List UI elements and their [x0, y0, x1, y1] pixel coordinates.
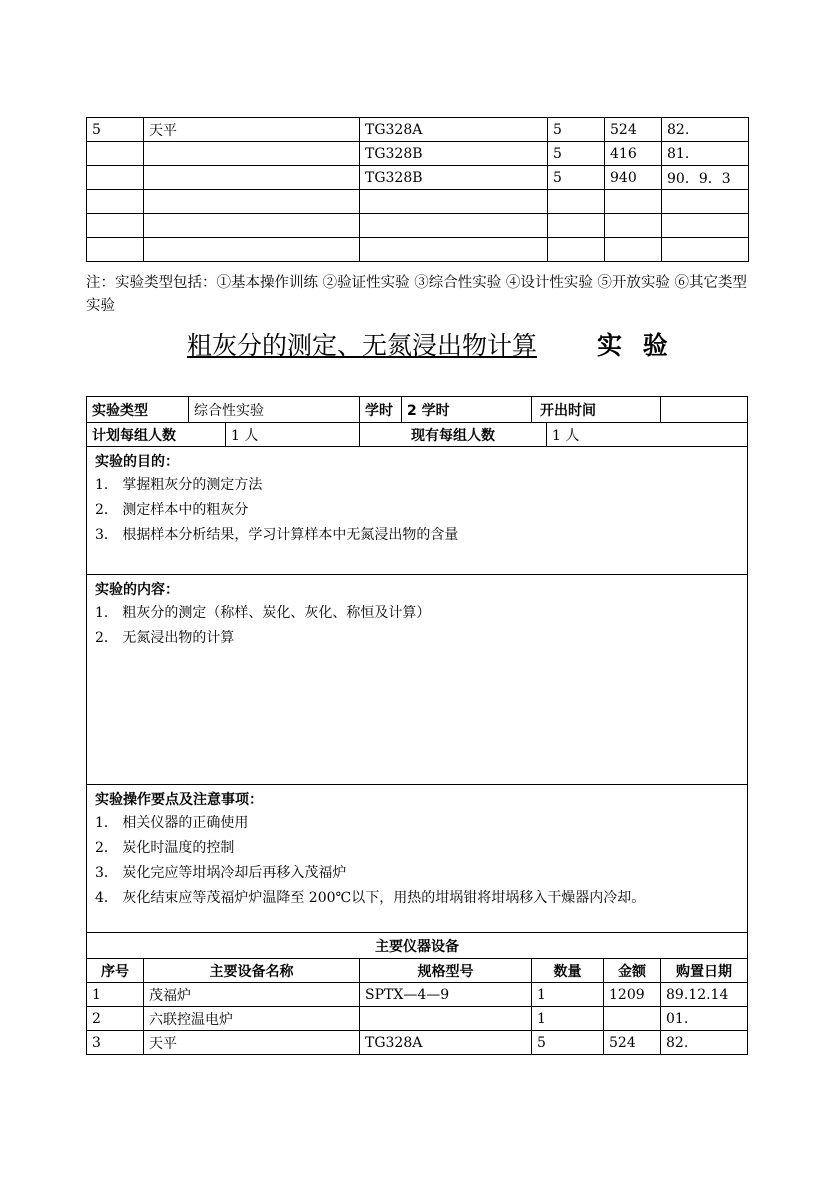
equipment-header-cell: 主要设备名称 — [144, 959, 360, 983]
purpose-item: 1． 掌握粗灰分的测定方法 — [95, 477, 263, 493]
table-row — [87, 118, 749, 142]
table-cell — [605, 190, 662, 214]
table-cell — [662, 214, 749, 238]
table-cell: 940 — [605, 166, 662, 190]
table-cell: 1 — [87, 983, 144, 1007]
table-row — [87, 166, 749, 190]
type-label: 实验类型 — [87, 397, 189, 423]
type-value: 综合性实验 — [189, 397, 360, 423]
table-cell: 90．9．3 — [662, 166, 749, 190]
purpose-item: 3． 根据样本分析结果，学习计算样本中无氮浸出物的含量 — [95, 527, 459, 543]
table-cell — [360, 214, 548, 238]
table-cell: 1 — [532, 983, 604, 1007]
table-cell: TG328A — [360, 1031, 532, 1055]
open-time-label: 开出时间 — [532, 397, 661, 423]
table-cell: 5 — [532, 1031, 604, 1055]
table-cell — [87, 190, 144, 214]
table-cell: 1209 — [604, 983, 661, 1007]
table-row — [87, 1031, 748, 1055]
table-cell — [548, 190, 605, 214]
table-cell — [662, 238, 749, 262]
table-cell — [144, 166, 360, 190]
table-cell: 天平 — [144, 118, 360, 142]
table-cell: 5 — [548, 118, 605, 142]
table-row — [87, 190, 749, 214]
points-item: 4． 灰化结束应等茂福炉炉温降至 200℃以下，用热的坩埚钳将坩埚移入干燥器内冷却。 — [95, 890, 646, 906]
equipment-heading: 主要仪器设备 — [87, 933, 748, 959]
table-cell: 5 — [548, 166, 605, 190]
title-suffix: 实 验 — [597, 331, 674, 360]
table-cell: 1 — [532, 1007, 604, 1031]
open-time-value — [661, 397, 748, 423]
table-cell: SPTX—4—9 — [360, 983, 532, 1007]
table-cell: 416 — [605, 142, 662, 166]
table-cell — [604, 1007, 661, 1031]
content-section — [87, 575, 748, 785]
table-cell — [144, 142, 360, 166]
table-cell — [87, 214, 144, 238]
table-cell: 茂福炉 — [144, 983, 360, 1007]
table-cell: 3 — [87, 1031, 144, 1055]
equipment-header-cell: 数量 — [532, 959, 604, 983]
table-cell: TG328B — [360, 142, 548, 166]
table-cell — [144, 238, 360, 262]
table-cell: 82. — [661, 1031, 748, 1055]
table-cell: TG328B — [360, 166, 548, 190]
table-cell: 82. — [662, 118, 749, 142]
table-row — [87, 238, 749, 262]
plan-count-label: 计划每组人数 — [87, 423, 226, 447]
current-count-label: 现有每组人数 — [360, 423, 547, 447]
content-item: 1． 粗灰分的测定（称样、炭化、灰化、称恒及计算） — [95, 605, 431, 621]
purpose-item: 2． 测定样本中的粗灰分 — [95, 502, 249, 518]
table-cell — [662, 190, 749, 214]
content-item: 2． 无氮浸出物的计算 — [95, 630, 235, 646]
plan-count-value: 1 人 — [226, 423, 360, 447]
table-cell — [87, 166, 144, 190]
equipment-header-cell: 金额 — [604, 959, 661, 983]
title-main: 粗灰分的测定、无氮浸出物计算 — [187, 331, 538, 360]
purpose-heading: 实验的目的： — [95, 454, 179, 470]
table-cell: 5 — [548, 142, 605, 166]
points-item: 1． 相关仪器的正确使用 — [95, 815, 249, 831]
table-cell: 524 — [605, 118, 662, 142]
points-item: 2． 炭化时温度的控制 — [95, 840, 235, 856]
table-cell — [87, 142, 144, 166]
current-count-value: 1 人 — [547, 423, 748, 447]
table-cell: TG328A — [360, 118, 548, 142]
table-cell: 524 — [604, 1031, 661, 1055]
table-cell — [360, 238, 548, 262]
table-cell: 天平 — [144, 1031, 360, 1055]
table-row — [87, 214, 749, 238]
table-row — [87, 1007, 748, 1031]
points-item: 3． 炭化完应等坩埚冷却后再移入茂福炉 — [95, 865, 347, 881]
content-heading: 实验的内容： — [95, 582, 179, 598]
table-cell — [605, 214, 662, 238]
table-cell — [87, 238, 144, 262]
table-cell — [360, 190, 548, 214]
points-heading: 实验操作要点及注意事项： — [95, 792, 263, 808]
equipment-header-cell: 规格型号 — [360, 959, 532, 983]
table-cell: 5 — [87, 118, 144, 142]
table-cell: 2 — [87, 1007, 144, 1031]
points-section — [87, 785, 748, 933]
equipment-header-cell: 购置日期 — [661, 959, 748, 983]
purpose-section — [87, 447, 748, 575]
table-cell — [605, 238, 662, 262]
table-row — [87, 983, 748, 1007]
table-cell: 01. — [661, 1007, 748, 1031]
experiment-type-note: 注：实验类型包括：①基本操作训练 ②验证性实验 ③综合性实验 ④设计性实验 ⑤开放实验 ⑥其它类型实验 — [86, 275, 748, 314]
table-cell — [144, 190, 360, 214]
experiment-form-table — [86, 396, 748, 1055]
table-cell — [144, 214, 360, 238]
table-cell — [360, 1007, 532, 1031]
table-row — [87, 142, 749, 166]
table-cell: 81. — [662, 142, 749, 166]
equipment-header-cell: 序号 — [87, 959, 144, 983]
hours-value: 2 学时 — [402, 397, 532, 423]
hours-label: 学时 — [360, 397, 402, 423]
table-cell — [548, 238, 605, 262]
top-equipment-table — [86, 117, 749, 262]
table-cell: 六联控温电炉 — [144, 1007, 360, 1031]
table-cell: 89.12.14 — [661, 983, 748, 1007]
table-cell — [548, 214, 605, 238]
